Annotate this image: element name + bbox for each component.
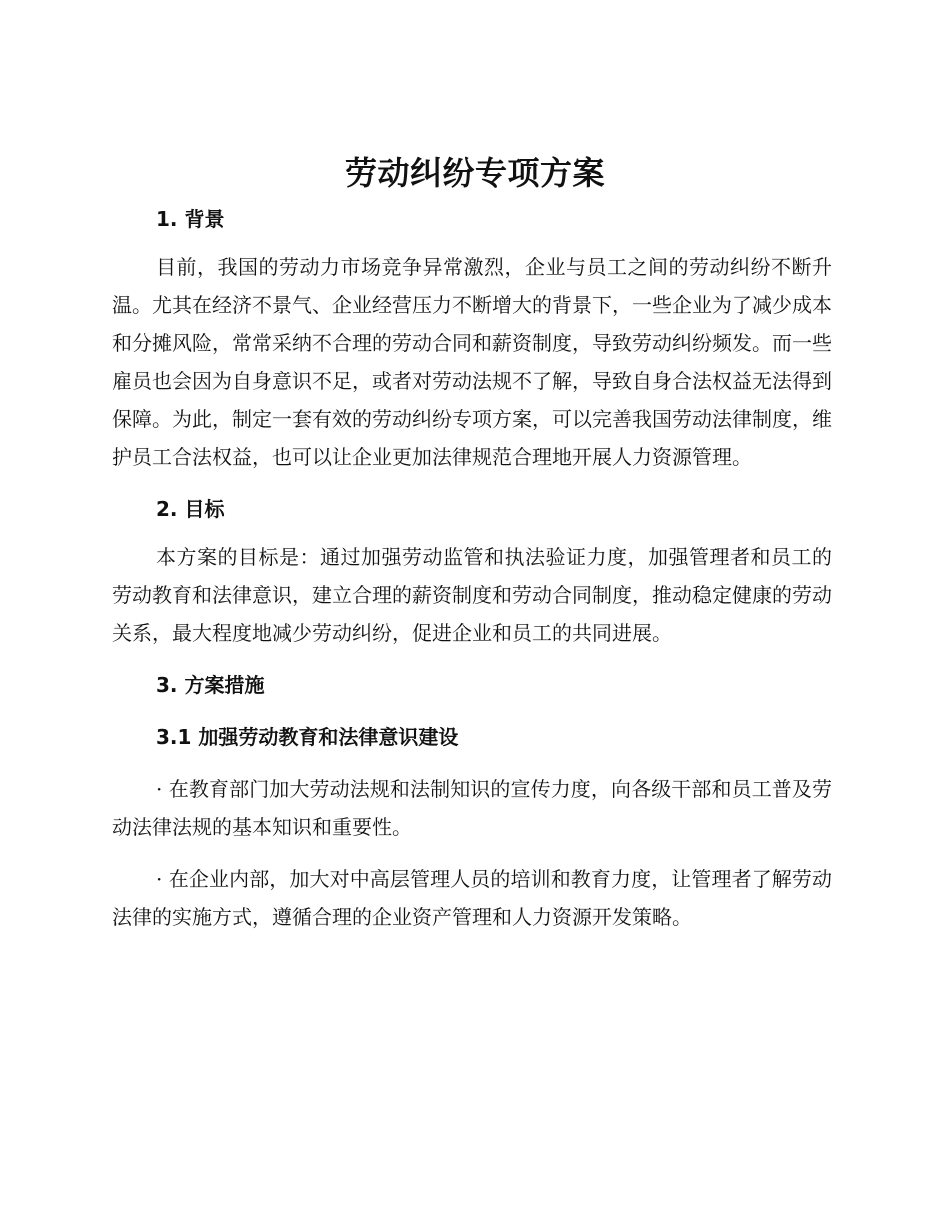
section-heading-measures: 3. 方案措施 — [156, 673, 265, 697]
section-heading-background: 1. 背景 — [156, 207, 225, 231]
paragraph-background: 目前，我国的劳动力市场竞争异常激烈，企业与员工之间的劳动纠纷不断升温。尤其在经济不景气、企业经营压力不断增大的背景下，一些企业为了减少成本和分摊风险，常常采纳不合理的劳动合同和薪资制度，导致劳动纠纷频发。而一些雇员也会因为自身意识不足，或者对劳动法规不了解，导致自身合法权益无法得到保障。为此，制定一套有效的劳动纠纷专项方案，可以完善我国劳动法律制度，维护员工合法权益，也可以让企业更加法律规范合理地开展人力资源管理。 — [112, 255, 832, 469]
bullet-item: · 在企业内部，加大对中高层管理人员的培训和教育力度，让管理者了解劳动法律的实施方式，遵循合理的企业资产管理和人力资源开发策略。 — [112, 867, 832, 929]
document-body — [112, 200, 832, 936]
spacer — [112, 704, 832, 718]
section-heading-goal: 2. 目标 — [156, 497, 225, 521]
spacer — [112, 846, 832, 860]
document-title: 劳动纠纷专项方案 — [344, 154, 605, 192]
subsection-heading-education: 3.1 加强劳动教育和法律意识建设 — [156, 725, 459, 749]
spacer — [112, 476, 832, 490]
spacer — [112, 528, 832, 538]
spacer — [112, 238, 832, 248]
bullet-item: · 在教育部门加大劳动法规和法制知识的宣传力度，向各级干部和员工普及劳动法律法规的基本知识和重要性。 — [112, 777, 832, 839]
paragraph-goal: 本方案的目标是：通过加强劳动监管和执法验证力度，加强管理者和员工的劳动教育和法律意识，建立合理的薪资制度和劳动合同制度，推动稳定健康的劳动关系，最大程度地减少劳动纠纷，促进企业和员工的共同进展。 — [112, 545, 832, 645]
spacer — [112, 756, 832, 770]
spacer — [112, 652, 832, 666]
